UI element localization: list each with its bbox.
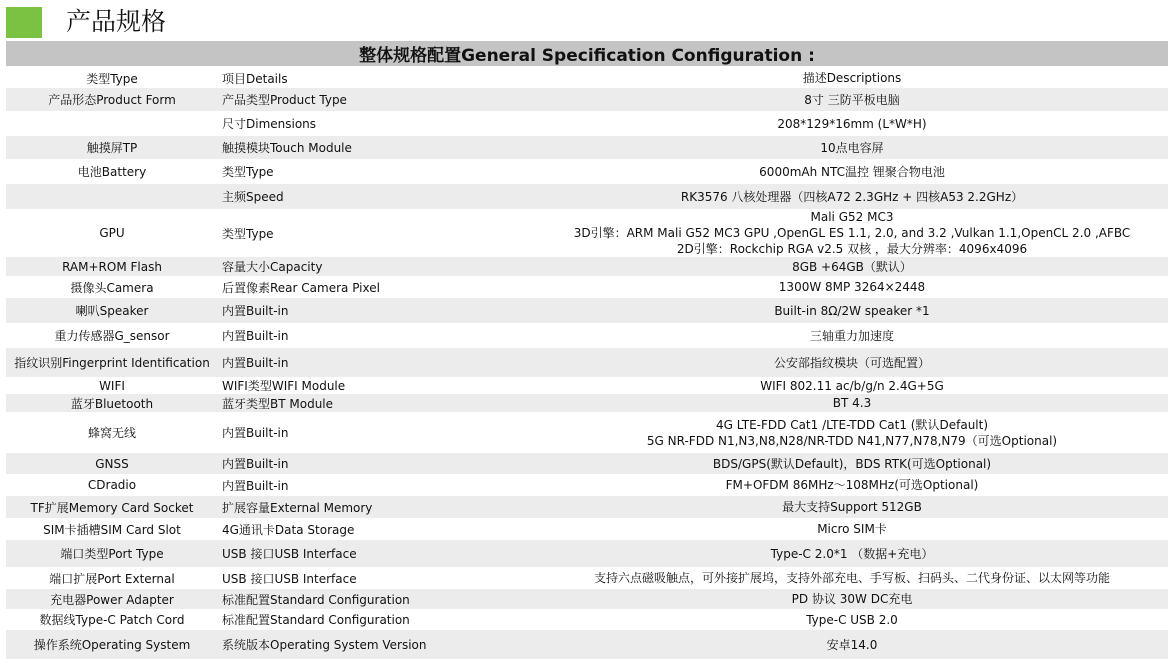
spec-description: 6000mAh NTC温控 锂聚合物电池 [536, 159, 1168, 184]
spec-item: 系统版本Operating System Version [218, 630, 536, 659]
spec-category: 喇叭Speaker [6, 298, 218, 323]
table-row [6, 377, 1168, 394]
spec-item: 内置Built-in [218, 474, 536, 496]
spec-description: BDS/GPS(默认Default)，BDS RTK(可选Optional) [536, 453, 1168, 474]
table-row [6, 67, 1168, 88]
spec-item: 4G通讯卡Data Storage [218, 518, 536, 540]
spec-description: PD 协议 30W DC充电 [536, 589, 1168, 609]
spec-category: TF扩展Memory Card Socket [6, 496, 218, 518]
table-row [6, 412, 1168, 453]
spec-description: RK3576 八核处理器（四核A72 2.3GHz + 四核A53 2.2GHz） [536, 184, 1168, 209]
spec-item: USB 接口USB Interface [218, 540, 536, 567]
spec-category: 操作系统Operating System [6, 630, 218, 659]
table-row [6, 589, 1168, 609]
table-row [6, 394, 1168, 412]
spec-description: Built-in 8Ω/2W speaker *1 [536, 298, 1168, 323]
table-row [6, 136, 1168, 159]
spec-item: 标准配置Standard Configuration [218, 609, 536, 630]
spec-category: 蓝牙Bluetooth [6, 394, 218, 412]
spec-item: 后置像素Rear Camera Pixel [218, 276, 536, 298]
spec-category: 端口扩展Port External [6, 567, 218, 589]
spec-description: 8寸 三防平板电脑 [536, 88, 1168, 111]
spec-description: Type-C USB 2.0 [536, 609, 1168, 630]
spec-category: 蜂窝无线 [6, 412, 218, 453]
spec-item: 触摸模块Touch Module [218, 136, 536, 159]
table-row [6, 518, 1168, 540]
table-row [6, 567, 1168, 589]
table-row [6, 257, 1168, 276]
spec-item: 内置Built-in [218, 323, 536, 348]
spec-category: 数据线Type-C Patch Cord [6, 609, 218, 630]
spec-category: RAM+ROM Flash [6, 257, 218, 276]
spec-description: 208*129*16mm (L*W*H) [536, 111, 1168, 136]
spec-item: 容量大小Capacity [218, 257, 536, 276]
spec-item: 项目Details [218, 67, 536, 88]
spec-description-line: 4G LTE-FDD Cat1 /LTE-TDD Cat1 (默认Default) [715, 417, 989, 432]
table-row [6, 609, 1168, 630]
spec-item: 类型Type [218, 159, 536, 184]
spec-item: WIFI类型WIFI Module [218, 377, 536, 394]
spec-description: Type-C 2.0*1 （数据+充电） [536, 540, 1168, 567]
spec-item: 内置Built-in [218, 412, 536, 453]
spec-description-line: 5G NR-FDD N1,N3,N8,N28/NR-TDD N41,N77,N78,N79（可选Optional) [646, 433, 1058, 448]
spec-description: 10点电容屏 [536, 136, 1168, 159]
spec-description: 1300W 8MP 3264×2448 [536, 276, 1168, 298]
spec-item: 产品类型Product Type [218, 88, 536, 111]
spec-description: Micro SIM卡 [536, 518, 1168, 540]
spec-category: 端口类型Port Type [6, 540, 218, 567]
spec-item: 类型Type [218, 209, 536, 257]
spec-item: 主频Speed [218, 184, 536, 209]
spec-item: USB 接口USB Interface [218, 567, 536, 589]
table-row [6, 111, 1168, 136]
spec-item: 尺寸Dimensions [218, 111, 536, 136]
spec-category: GPU [6, 209, 218, 257]
spec-category: 产品形态Product Form [6, 88, 218, 111]
spec-description-line: 2D引擎：Rockchip RGA v2.5 双核 ，最大分辨率：4096x4096 [676, 242, 1028, 256]
spec-category: GNSS [6, 453, 218, 474]
spec-category: 触摸屏TP [6, 136, 218, 159]
table-row [6, 348, 1168, 377]
spec-description: 支持六点磁吸触点，可外接扩展坞，支持外部充电、手写板、扫码头、二代身份证、以太网等功能 [536, 567, 1168, 589]
table-row [6, 209, 1168, 257]
spec-description-line: 3D引擎：ARM Mali G52 MC3 GPU ,OpenGL ES 1.1, 2.0, and 3.2 ,Vulkan 1.1,OpenCL 2.0 ,AFBC [573, 226, 1131, 240]
spec-table [6, 41, 1168, 659]
table-row [6, 276, 1168, 298]
spec-description: 公安部指纹模块（可选配置） [536, 348, 1168, 377]
section-header [0, 0, 1175, 41]
spec-item: 内置Built-in [218, 298, 536, 323]
table-row [6, 159, 1168, 184]
spec-item: 标准配置Standard Configuration [218, 589, 536, 609]
table-row [6, 474, 1168, 496]
spec-description: FM+OFDM 86MHz～108MHz(可选Optional) [536, 474, 1168, 496]
spec-description: 安卓14.0 [536, 630, 1168, 659]
spec-description: 三轴重力加速度 [536, 323, 1168, 348]
spec-category [6, 111, 218, 136]
spec-description [536, 209, 1168, 257]
spec-item: 扩展容量External Memory [218, 496, 536, 518]
table-row [6, 323, 1168, 348]
spec-category: 指纹识别Fingerprint Identification [6, 348, 218, 377]
spec-description: 最大支持Support 512GB [536, 496, 1168, 518]
spec-description: 8GB +64GB（默认） [536, 257, 1168, 276]
spec-category: WIFI [6, 377, 218, 394]
table-row [6, 496, 1168, 518]
spec-description [536, 412, 1168, 453]
spec-category: SIM卡插槽SIM Card Slot [6, 518, 218, 540]
table-row [6, 184, 1168, 209]
spec-category: CDradio [6, 474, 218, 496]
spec-description: WIFI 802.11 ac/b/g/n 2.4G+5G [536, 377, 1168, 394]
spec-category [6, 184, 218, 209]
table-row [6, 630, 1168, 659]
spec-description-line: Mali G52 MC3 [810, 210, 894, 224]
spec-category: 重力传感器G_sensor [6, 323, 218, 348]
table-row [6, 453, 1168, 474]
spec-category: 电池Battery [6, 159, 218, 184]
spec-item: 蓝牙类型BT Module [218, 394, 536, 412]
spec-item: 内置Built-in [218, 348, 536, 377]
spec-description: 描述Descriptions [536, 67, 1168, 88]
spec-category: 类型Type [6, 67, 218, 88]
table-title-row [6, 41, 1168, 67]
section-marker [6, 7, 42, 38]
section-title: 产品规格 [66, 7, 167, 36]
table-row [6, 540, 1168, 567]
table-row [6, 298, 1168, 323]
table-row [6, 88, 1168, 111]
spec-category: 摄像头Camera [6, 276, 218, 298]
spec-item: 内置Built-in [218, 453, 536, 474]
spec-category: 充电器Power Adapter [6, 589, 218, 609]
table-title: 整体规格配置General Specification Configuration : [6, 41, 1168, 67]
spec-description: BT 4.3 [536, 394, 1168, 412]
